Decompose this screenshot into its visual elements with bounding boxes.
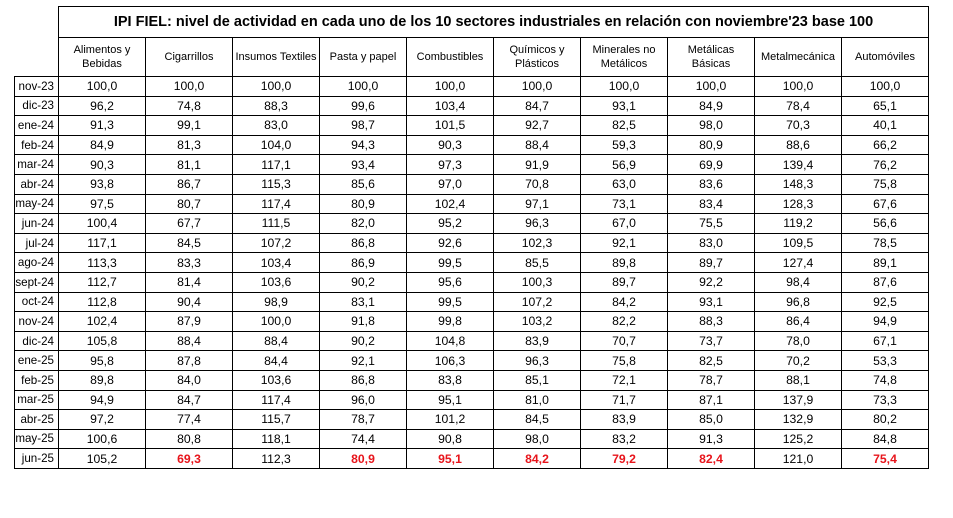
table-cell: 103,4 bbox=[407, 96, 494, 116]
table-cell: 76,2 bbox=[842, 155, 929, 175]
table-cell: 84,0 bbox=[146, 370, 233, 390]
table-cell: 97,5 bbox=[59, 194, 146, 214]
table-cell: 98,0 bbox=[668, 116, 755, 136]
table-cell: 84,2 bbox=[494, 449, 581, 469]
table-cell: 100,0 bbox=[233, 312, 320, 332]
table-cell: 100,0 bbox=[755, 77, 842, 97]
table-row bbox=[15, 77, 929, 97]
table-cell: 100,0 bbox=[668, 77, 755, 97]
row-label: nov-24 bbox=[15, 312, 59, 332]
column-header: Químicos y Plásticos bbox=[494, 38, 581, 77]
table-cell: 115,3 bbox=[233, 174, 320, 194]
table-cell: 81,4 bbox=[146, 272, 233, 292]
row-label: sept-24 bbox=[15, 272, 59, 292]
table-cell: 92,6 bbox=[407, 233, 494, 253]
table-row bbox=[15, 174, 929, 194]
table-cell: 92,1 bbox=[320, 351, 407, 371]
table-cell: 137,9 bbox=[755, 390, 842, 410]
table-cell: 78,5 bbox=[842, 233, 929, 253]
table-cell: 99,5 bbox=[407, 253, 494, 273]
table-row bbox=[15, 312, 929, 332]
table-cell: 94,9 bbox=[842, 312, 929, 332]
table-cell: 92,2 bbox=[668, 272, 755, 292]
table-row bbox=[15, 331, 929, 351]
table-cell: 56,6 bbox=[842, 214, 929, 234]
table-cell: 82,4 bbox=[668, 449, 755, 469]
table-cell: 82,2 bbox=[581, 312, 668, 332]
table-cell: 117,4 bbox=[233, 194, 320, 214]
table-cell: 69,9 bbox=[668, 155, 755, 175]
table-cell: 89,8 bbox=[59, 370, 146, 390]
table-title: IPI FIEL: nivel de actividad en cada uno de los 10 sectores industriales en relación con noviembre'23 base 100 bbox=[59, 7, 929, 38]
table-cell: 74,8 bbox=[146, 96, 233, 116]
column-header: Metálicas Básicas bbox=[668, 38, 755, 77]
table-cell: 88,3 bbox=[233, 96, 320, 116]
table-cell: 109,5 bbox=[755, 233, 842, 253]
table-cell: 101,2 bbox=[407, 410, 494, 430]
table-cell: 83,0 bbox=[668, 233, 755, 253]
table-cell: 73,1 bbox=[581, 194, 668, 214]
table-cell: 73,3 bbox=[842, 390, 929, 410]
row-label-header bbox=[15, 38, 59, 77]
table-cell: 100,3 bbox=[494, 272, 581, 292]
table-cell: 103,4 bbox=[233, 253, 320, 273]
table-cell: 84,7 bbox=[494, 96, 581, 116]
table-cell: 95,1 bbox=[407, 449, 494, 469]
table-cell: 83,8 bbox=[407, 370, 494, 390]
table-cell: 99,8 bbox=[407, 312, 494, 332]
table-cell: 56,9 bbox=[581, 155, 668, 175]
table-cell: 86,9 bbox=[320, 253, 407, 273]
table-cell: 85,6 bbox=[320, 174, 407, 194]
table-cell: 66,2 bbox=[842, 135, 929, 155]
table-cell: 70,2 bbox=[755, 351, 842, 371]
table-cell: 83,0 bbox=[233, 116, 320, 136]
table-cell: 93,8 bbox=[59, 174, 146, 194]
table-cell: 80,9 bbox=[668, 135, 755, 155]
table-cell: 95,2 bbox=[407, 214, 494, 234]
table-cell: 90,3 bbox=[59, 155, 146, 175]
table-cell: 112,3 bbox=[233, 449, 320, 469]
table-cell: 85,0 bbox=[668, 410, 755, 430]
table-cell: 117,1 bbox=[233, 155, 320, 175]
table-cell: 80,2 bbox=[842, 410, 929, 430]
table-cell: 100,0 bbox=[146, 77, 233, 97]
table-cell: 94,3 bbox=[320, 135, 407, 155]
table-cell: 105,8 bbox=[59, 331, 146, 351]
table-cell: 80,7 bbox=[146, 194, 233, 214]
table-cell: 72,1 bbox=[581, 370, 668, 390]
table-cell: 102,4 bbox=[407, 194, 494, 214]
table-cell: 73,7 bbox=[668, 331, 755, 351]
table-cell: 117,4 bbox=[233, 390, 320, 410]
table-cell: 95,6 bbox=[407, 272, 494, 292]
table-cell: 83,9 bbox=[581, 410, 668, 430]
table-row bbox=[15, 233, 929, 253]
row-label: nov-23 bbox=[15, 77, 59, 97]
table-cell: 96,0 bbox=[320, 390, 407, 410]
table-cell: 92,7 bbox=[494, 116, 581, 136]
table-cell: 40,1 bbox=[842, 116, 929, 136]
table-cell: 67,0 bbox=[581, 214, 668, 234]
table-cell: 88,3 bbox=[668, 312, 755, 332]
column-header: Minerales no Metálicos bbox=[581, 38, 668, 77]
table-cell: 84,2 bbox=[581, 292, 668, 312]
table-cell: 71,7 bbox=[581, 390, 668, 410]
table-cell: 99,6 bbox=[320, 96, 407, 116]
table-cell: 89,7 bbox=[581, 272, 668, 292]
column-header: Alimentos y Bebidas bbox=[59, 38, 146, 77]
table-cell: 100,6 bbox=[59, 429, 146, 449]
table-cell: 100,0 bbox=[59, 77, 146, 97]
table-cell: 91,8 bbox=[320, 312, 407, 332]
column-header: Cigarrillos bbox=[146, 38, 233, 77]
table-cell: 70,3 bbox=[755, 116, 842, 136]
table-cell: 95,1 bbox=[407, 390, 494, 410]
table-cell: 103,6 bbox=[233, 370, 320, 390]
table-row bbox=[15, 449, 929, 469]
row-label: oct-24 bbox=[15, 292, 59, 312]
row-label: dic-23 bbox=[15, 96, 59, 116]
table-cell: 70,7 bbox=[581, 331, 668, 351]
table-cell: 67,1 bbox=[842, 331, 929, 351]
table-cell: 79,2 bbox=[581, 449, 668, 469]
table-row bbox=[15, 272, 929, 292]
table-cell: 98,9 bbox=[233, 292, 320, 312]
table-cell: 98,7 bbox=[320, 116, 407, 136]
table-cell: 63,0 bbox=[581, 174, 668, 194]
table-cell: 100,0 bbox=[233, 77, 320, 97]
table-row bbox=[15, 116, 929, 136]
table-cell: 107,2 bbox=[233, 233, 320, 253]
table-cell: 97,0 bbox=[407, 174, 494, 194]
table-cell: 95,8 bbox=[59, 351, 146, 371]
table-cell: 102,3 bbox=[494, 233, 581, 253]
row-label: jun-25 bbox=[15, 449, 59, 469]
table-cell: 83,4 bbox=[668, 194, 755, 214]
table-cell: 91,3 bbox=[668, 429, 755, 449]
table-cell: 93,1 bbox=[581, 96, 668, 116]
table-cell: 99,1 bbox=[146, 116, 233, 136]
table-cell: 82,5 bbox=[581, 116, 668, 136]
table-cell: 80,9 bbox=[320, 449, 407, 469]
table-cell: 81,3 bbox=[146, 135, 233, 155]
table-cell: 90,8 bbox=[407, 429, 494, 449]
table-cell: 97,3 bbox=[407, 155, 494, 175]
table-cell: 86,4 bbox=[755, 312, 842, 332]
row-label: feb-24 bbox=[15, 135, 59, 155]
table-cell: 148,3 bbox=[755, 174, 842, 194]
table-cell: 78,4 bbox=[755, 96, 842, 116]
table-row bbox=[15, 292, 929, 312]
table-row bbox=[15, 429, 929, 449]
table-cell: 92,5 bbox=[842, 292, 929, 312]
column-header: Combustibles bbox=[407, 38, 494, 77]
table-cell: 125,2 bbox=[755, 429, 842, 449]
table-cell: 86,8 bbox=[320, 370, 407, 390]
table-cell: 74,8 bbox=[842, 370, 929, 390]
table-row bbox=[15, 194, 929, 214]
table-cell: 81,1 bbox=[146, 155, 233, 175]
table-cell: 67,6 bbox=[842, 194, 929, 214]
table-cell: 77,4 bbox=[146, 410, 233, 430]
table-cell: 85,5 bbox=[494, 253, 581, 273]
table-cell: 106,3 bbox=[407, 351, 494, 371]
table-cell: 103,6 bbox=[233, 272, 320, 292]
row-label: ago-24 bbox=[15, 253, 59, 273]
table-cell: 84,8 bbox=[842, 429, 929, 449]
table-cell: 104,8 bbox=[407, 331, 494, 351]
column-header: Metalmecánica bbox=[755, 38, 842, 77]
table-cell: 127,4 bbox=[755, 253, 842, 273]
table-cell: 89,1 bbox=[842, 253, 929, 273]
table-cell: 100,0 bbox=[581, 77, 668, 97]
row-label: may-25 bbox=[15, 429, 59, 449]
table-cell: 102,4 bbox=[59, 312, 146, 332]
table-cell: 112,7 bbox=[59, 272, 146, 292]
table-cell: 88,4 bbox=[146, 331, 233, 351]
table-cell: 89,8 bbox=[581, 253, 668, 273]
table-cell: 84,9 bbox=[59, 135, 146, 155]
table-row bbox=[15, 253, 929, 273]
table-cell: 83,1 bbox=[320, 292, 407, 312]
table-cell: 103,2 bbox=[494, 312, 581, 332]
table-cell: 111,5 bbox=[233, 214, 320, 234]
table-cell: 96,3 bbox=[494, 214, 581, 234]
table-cell: 80,9 bbox=[320, 194, 407, 214]
table-cell: 88,6 bbox=[755, 135, 842, 155]
table-cell: 115,7 bbox=[233, 410, 320, 430]
table-cell: 67,7 bbox=[146, 214, 233, 234]
table-cell: 90,2 bbox=[320, 272, 407, 292]
row-label: ene-24 bbox=[15, 116, 59, 136]
table-cell: 84,7 bbox=[146, 390, 233, 410]
table-cell: 97,2 bbox=[59, 410, 146, 430]
table-cell: 83,9 bbox=[494, 331, 581, 351]
table-cell: 128,3 bbox=[755, 194, 842, 214]
table-cell: 139,4 bbox=[755, 155, 842, 175]
row-label: mar-24 bbox=[15, 155, 59, 175]
table-cell: 83,2 bbox=[581, 429, 668, 449]
table-row bbox=[15, 135, 929, 155]
table-cell: 88,4 bbox=[233, 331, 320, 351]
table-cell: 92,1 bbox=[581, 233, 668, 253]
table-row bbox=[15, 96, 929, 116]
table-cell: 112,8 bbox=[59, 292, 146, 312]
corner-cell bbox=[15, 7, 59, 38]
table-cell: 105,2 bbox=[59, 449, 146, 469]
table-cell: 93,1 bbox=[668, 292, 755, 312]
table-body bbox=[15, 77, 929, 469]
table-cell: 100,0 bbox=[320, 77, 407, 97]
table-cell: 93,4 bbox=[320, 155, 407, 175]
table-cell: 100,0 bbox=[494, 77, 581, 97]
row-label: abr-25 bbox=[15, 410, 59, 430]
table-cell: 83,3 bbox=[146, 253, 233, 273]
table-cell: 86,7 bbox=[146, 174, 233, 194]
row-label: jun-24 bbox=[15, 214, 59, 234]
table-row bbox=[15, 370, 929, 390]
table-cell: 80,8 bbox=[146, 429, 233, 449]
table-cell: 78,7 bbox=[668, 370, 755, 390]
table-cell: 91,9 bbox=[494, 155, 581, 175]
table-row bbox=[15, 390, 929, 410]
row-label: jul-24 bbox=[15, 233, 59, 253]
table-cell: 82,5 bbox=[668, 351, 755, 371]
table-cell: 87,9 bbox=[146, 312, 233, 332]
table-cell: 65,1 bbox=[842, 96, 929, 116]
table-cell: 89,7 bbox=[668, 253, 755, 273]
table-cell: 87,8 bbox=[146, 351, 233, 371]
row-label: ene-25 bbox=[15, 351, 59, 371]
table-cell: 99,5 bbox=[407, 292, 494, 312]
table-cell: 86,8 bbox=[320, 233, 407, 253]
table-cell: 90,4 bbox=[146, 292, 233, 312]
row-label: abr-24 bbox=[15, 174, 59, 194]
table-cell: 91,3 bbox=[59, 116, 146, 136]
table-cell: 104,0 bbox=[233, 135, 320, 155]
column-header: Insumos Textiles bbox=[233, 38, 320, 77]
column-header: Pasta y papel bbox=[320, 38, 407, 77]
table-cell: 113,3 bbox=[59, 253, 146, 273]
table-cell: 96,3 bbox=[494, 351, 581, 371]
table-cell: 84,5 bbox=[494, 410, 581, 430]
table-cell: 132,9 bbox=[755, 410, 842, 430]
row-label: dic-24 bbox=[15, 331, 59, 351]
table-cell: 78,7 bbox=[320, 410, 407, 430]
table-cell: 119,2 bbox=[755, 214, 842, 234]
table-cell: 84,9 bbox=[668, 96, 755, 116]
table-cell: 75,8 bbox=[842, 174, 929, 194]
table-cell: 117,1 bbox=[59, 233, 146, 253]
table-cell: 87,6 bbox=[842, 272, 929, 292]
table-cell: 100,0 bbox=[842, 77, 929, 97]
table-cell: 82,0 bbox=[320, 214, 407, 234]
table-cell: 121,0 bbox=[755, 449, 842, 469]
table-cell: 75,4 bbox=[842, 449, 929, 469]
row-label: feb-25 bbox=[15, 370, 59, 390]
row-label: may-24 bbox=[15, 194, 59, 214]
table-cell: 81,0 bbox=[494, 390, 581, 410]
table-cell: 75,8 bbox=[581, 351, 668, 371]
table-row bbox=[15, 214, 929, 234]
table-cell: 88,1 bbox=[755, 370, 842, 390]
table-row bbox=[15, 351, 929, 371]
row-label: mar-25 bbox=[15, 390, 59, 410]
table-row bbox=[15, 155, 929, 175]
table-cell: 53,3 bbox=[842, 351, 929, 371]
column-header-row bbox=[15, 38, 929, 77]
table-cell: 107,2 bbox=[494, 292, 581, 312]
table-cell: 78,0 bbox=[755, 331, 842, 351]
table-cell: 90,3 bbox=[407, 135, 494, 155]
table-cell: 74,4 bbox=[320, 429, 407, 449]
table-row bbox=[15, 410, 929, 430]
table-cell: 98,0 bbox=[494, 429, 581, 449]
table-cell: 84,5 bbox=[146, 233, 233, 253]
table-cell: 84,4 bbox=[233, 351, 320, 371]
table-cell: 88,4 bbox=[494, 135, 581, 155]
table-cell: 59,3 bbox=[581, 135, 668, 155]
table-cell: 90,2 bbox=[320, 331, 407, 351]
ipi-table bbox=[14, 6, 929, 469]
table-cell: 87,1 bbox=[668, 390, 755, 410]
table-cell: 83,6 bbox=[668, 174, 755, 194]
table-cell: 94,9 bbox=[59, 390, 146, 410]
table-cell: 101,5 bbox=[407, 116, 494, 136]
table-cell: 118,1 bbox=[233, 429, 320, 449]
table-cell: 96,8 bbox=[755, 292, 842, 312]
table-cell: 69,3 bbox=[146, 449, 233, 469]
table-cell: 85,1 bbox=[494, 370, 581, 390]
column-header: Automóviles bbox=[842, 38, 929, 77]
table-cell: 75,5 bbox=[668, 214, 755, 234]
table-cell: 100,4 bbox=[59, 214, 146, 234]
table-cell: 70,8 bbox=[494, 174, 581, 194]
table-cell: 100,0 bbox=[407, 77, 494, 97]
table-cell: 97,1 bbox=[494, 194, 581, 214]
table-cell: 96,2 bbox=[59, 96, 146, 116]
table-cell: 98,4 bbox=[755, 272, 842, 292]
